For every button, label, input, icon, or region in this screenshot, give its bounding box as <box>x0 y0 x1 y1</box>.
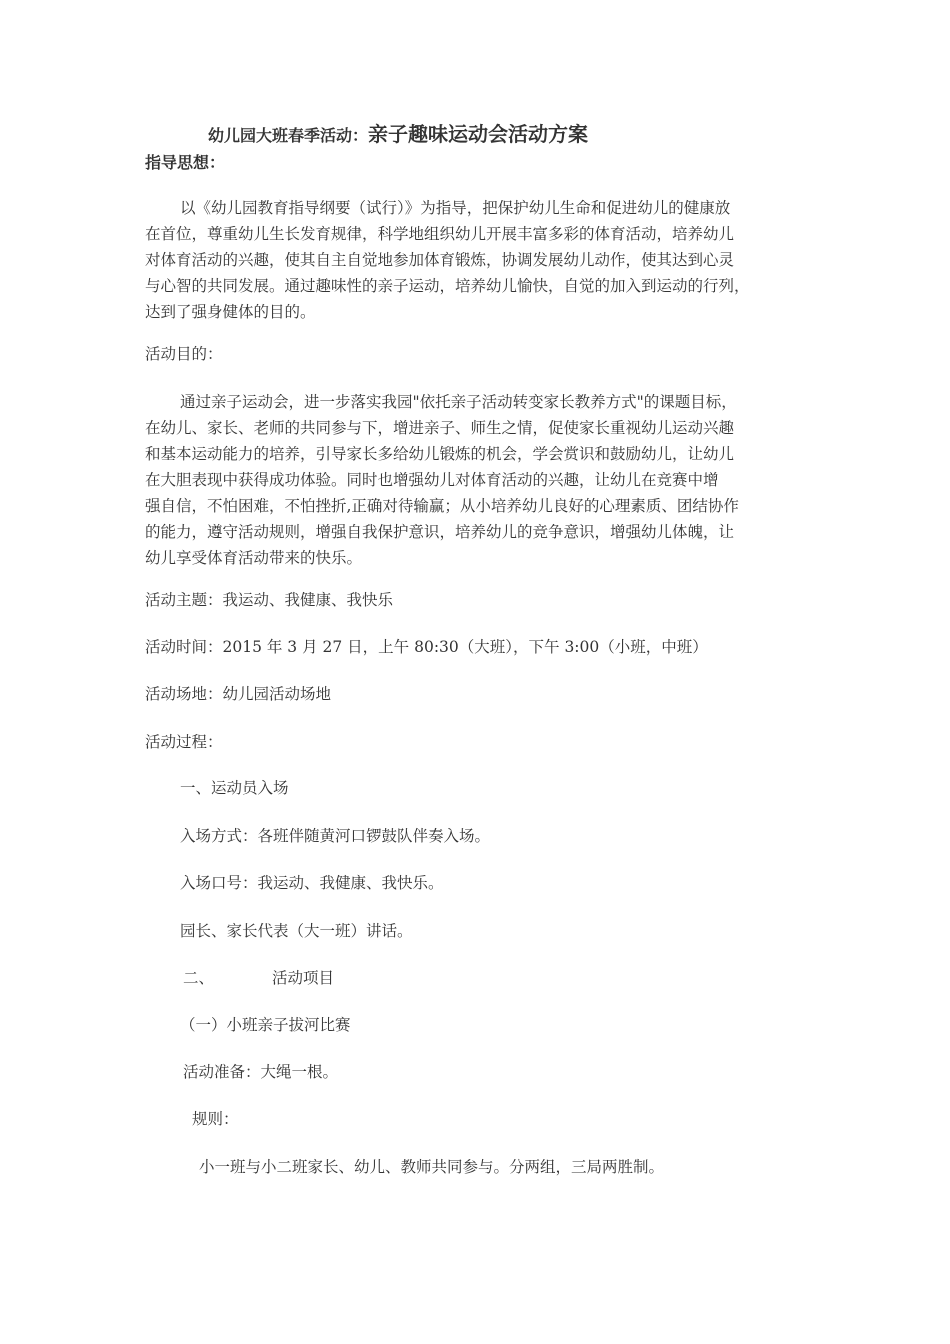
paragraph-line: 强自信，不怕困难，不怕挫折,正确对待输赢；从小培养幼儿良好的心理素质、团结协作 <box>145 497 739 515</box>
section-1-heading: 一、运动员入场 <box>180 779 289 797</box>
section-2-heading: 活动项目 <box>272 969 335 987</box>
paragraph-line: 以《幼儿园教育指导纲要（试行）》为指导，把保护幼儿生命和促进幼儿的健康放 <box>180 199 731 217</box>
rules-text: 小一班与小二班家长、幼儿、教师共同参与。分两组，三局两胜制。 <box>199 1158 665 1176</box>
paragraph-line: 幼儿享受体育活动带来的快乐。 <box>145 549 363 567</box>
paragraph-line: 在大胆表现中获得成功体验。同时也增强幼儿对体育活动的兴趣，让幼儿在竞赛中增 <box>145 471 719 489</box>
activity-time: 活动时间：2015 年 3 月 27 日，上午 80:30（大班），下午 3:00（小班，中班） <box>145 638 708 656</box>
item-1-heading: （一）小班亲子拔河比赛 <box>180 1016 351 1034</box>
paragraph-line: 在幼儿、家长、老师的共同参与下，增进亲子、师生之情，促使家长重视幼儿运动兴趣 <box>145 419 735 437</box>
entry-method: 入场方式：各班伴随黄河口锣鼓队伴奏入场。 <box>180 827 491 845</box>
activity-theme: 活动主题：我运动、我健康、我快乐 <box>145 591 394 609</box>
document-title <box>208 118 588 147</box>
activity-preparation: 活动准备：大绳一根。 <box>183 1063 339 1081</box>
paragraph-purpose <box>145 389 815 571</box>
paragraph-line: 对体育活动的兴趣，使其自主自觉地参加体育锻炼，协调发展幼儿动作，使其达到心灵 <box>145 251 735 269</box>
paragraph-line: 在首位，尊重幼儿生长发育规律，科学地组织幼儿开展丰富多彩的体育活动，培养幼儿 <box>145 225 735 243</box>
rules-heading: 规则： <box>192 1110 239 1128</box>
paragraph-line: 通过亲子运动会，进一步落实我园"依托亲子活动转变家长教养方式"的课题目标， <box>180 393 737 411</box>
heading-purpose: 活动目的： <box>145 345 223 363</box>
paragraph-line: 的能力，遵守活动规则，增强自我保护意识，培养幼儿的竞争意识，增强幼儿体魄，让 <box>145 523 735 541</box>
speech-note: 园长、家长代表（大一班）讲话。 <box>180 922 413 940</box>
title-main: 亲子趣味运动会活动方案 <box>368 122 589 146</box>
paragraph-guiding <box>145 195 815 325</box>
entry-slogan: 入场口号：我运动、我健康、我快乐。 <box>180 874 444 892</box>
section-2-number: 二、 <box>183 969 215 987</box>
paragraph-line: 达到了强身健体的目的。 <box>145 303 316 321</box>
paragraph-line: 与心智的共同发展。通过趣味性的亲子运动，培养幼儿愉快，自觉的加入到运动的行列， <box>145 277 750 295</box>
paragraph-line: 和基本运动能力的培养，引导家长多给幼儿锻炼的机会，学会赏识和鼓励幼儿，让幼儿 <box>145 445 735 463</box>
title-prefix: 幼儿园大班春季活动： <box>208 126 369 145</box>
activity-venue: 活动场地：幼儿园活动场地 <box>145 685 332 703</box>
activity-process-heading: 活动过程： <box>145 733 223 751</box>
heading-guiding-ideology: 指导思想： <box>145 153 226 172</box>
